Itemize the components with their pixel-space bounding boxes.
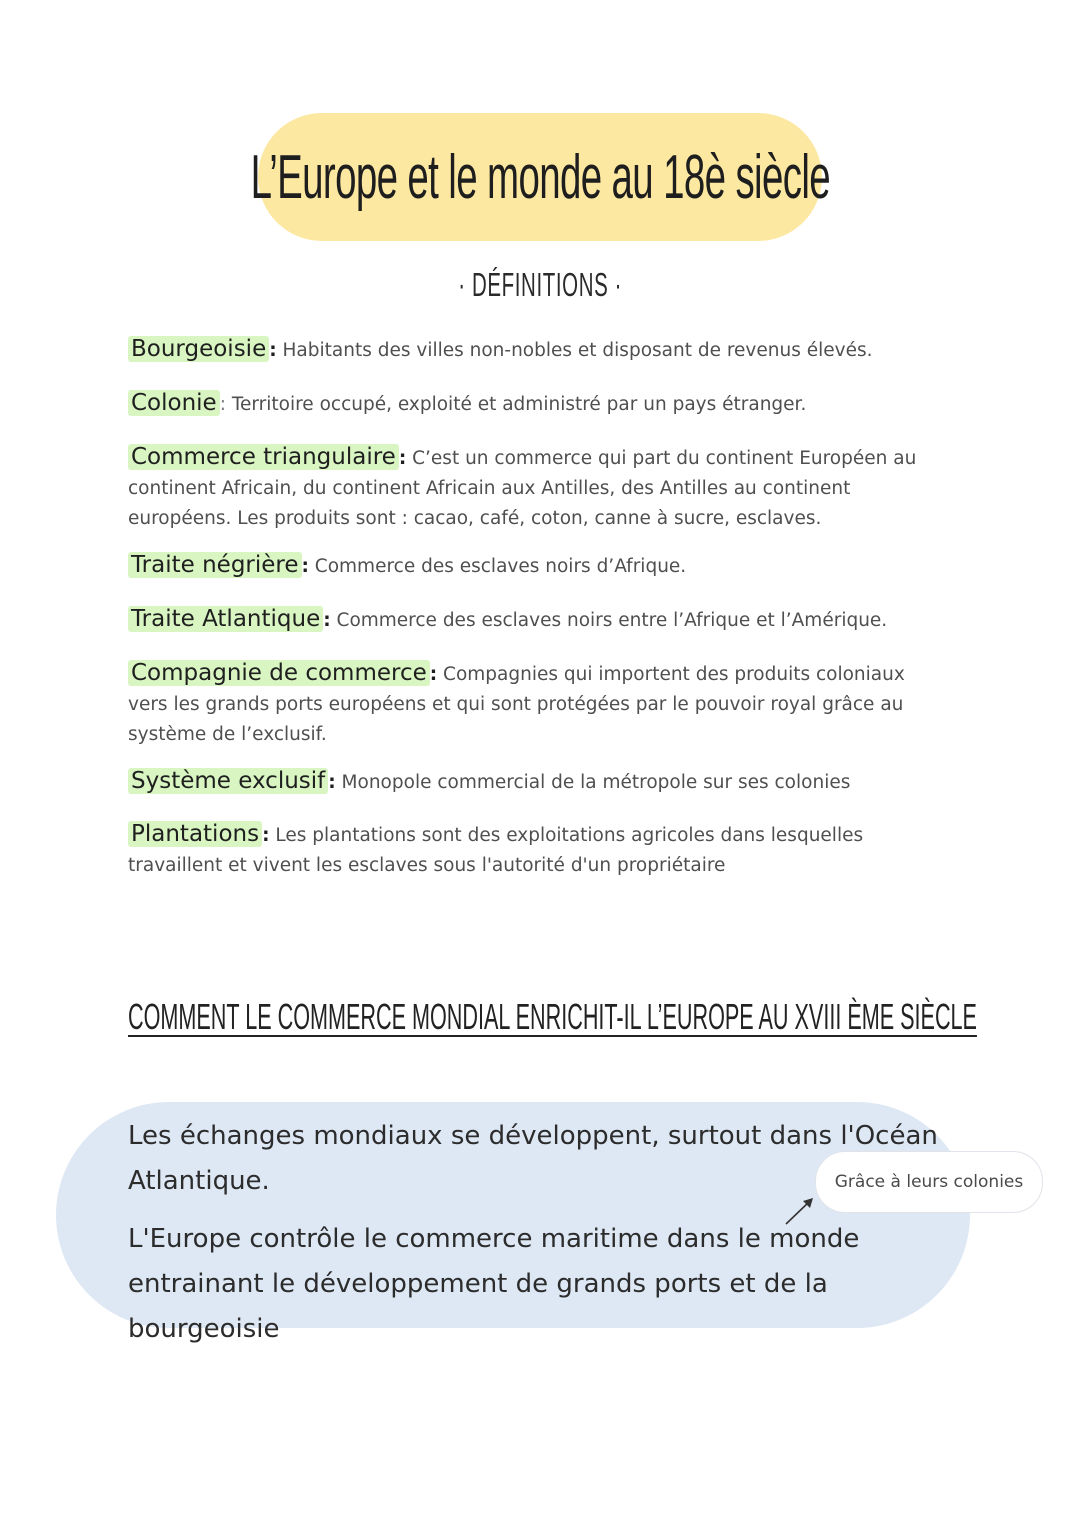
definition-separator: : <box>323 610 331 631</box>
definitions-heading <box>0 266 1080 304</box>
definitions-heading-text: · DÉFINITIONS · <box>458 266 622 303</box>
definition-term: Traite Atlantique <box>128 606 323 632</box>
arrow-icon <box>782 1194 818 1228</box>
summary-paragraph-1: Les échanges mondiaux se développent, surtout dans l'Océan Atlantique. <box>128 1121 938 1196</box>
definition-item <box>128 604 948 636</box>
definition-item <box>128 442 948 534</box>
definition-term: Traite négrière <box>128 552 302 578</box>
definition-separator: : <box>398 448 407 469</box>
annotation-text: Grâce à leurs colonies <box>834 1172 1024 1192</box>
definition-text: Commerce des esclaves noirs d’Afrique. <box>308 556 687 577</box>
definition-term: Bourgeoisie <box>128 336 269 362</box>
definition-text: Compagnies qui importent des produits coloniaux vers les grands ports européens et qui sont protégées par le pouvoir royal grâce au système de l’exclusif. <box>128 664 905 745</box>
definition-text: Commerce des esclaves noirs entre l’Afrique et l’Amérique. <box>330 610 888 631</box>
definition-item <box>128 388 948 420</box>
definition-term: Système exclusif <box>128 768 328 794</box>
definition-separator: : <box>262 825 270 846</box>
definition-text: C’est un commerce qui part du continent Européen au continent Africain, du continent Africain aux Antilles, des Antilles au continent européens. Les produits sont : cacao, café, coton, canne à sucre, esclaves. <box>128 448 917 529</box>
title-banner <box>250 113 830 241</box>
definition-separator: : <box>328 772 336 793</box>
definition-text: Monopole commercial de la métropole sur ses colonies <box>335 772 851 793</box>
annotation-bubble <box>815 1151 1043 1213</box>
definition-text: Habitants des villes non-nobles et disposant de revenus élevés. <box>276 340 873 361</box>
summary-paragraph-2: L'Europe contrôle le commerce maritime dans le monde entrainant le développement de grands ports et de la bourgeoisie <box>128 1224 860 1344</box>
definition-item <box>128 334 948 366</box>
definition-item <box>128 658 948 750</box>
definition-separator: : <box>301 556 309 577</box>
definition-term: Commerce triangulaire <box>128 444 399 470</box>
definition-separator: : <box>429 664 438 685</box>
definition-item <box>128 550 948 582</box>
definition-text: Les plantations sont des exploitations agricoles dans lesquelles travaillent et vivent les esclaves sous l'autorité d'un propriétaire <box>128 825 864 876</box>
definition-term: Plantations <box>128 821 262 847</box>
page-title: L’Europe et le monde au 18è siècle <box>250 142 830 212</box>
section-question: COMMENT LE COMMERCE MONDIAL ENRICHIT-IL L’EUROPE AU XVIII ÈME SIÈCLE <box>128 996 977 1037</box>
definition-term: Compagnie de commerce <box>128 660 430 686</box>
definition-item <box>128 766 948 798</box>
definition-term: Colonie <box>128 390 220 416</box>
definition-item <box>128 819 948 881</box>
definition-separator: : <box>219 394 226 415</box>
definition-separator: : <box>269 340 277 361</box>
definition-text: Territoire occupé, exploité et administré par un pays étranger. <box>225 394 807 415</box>
